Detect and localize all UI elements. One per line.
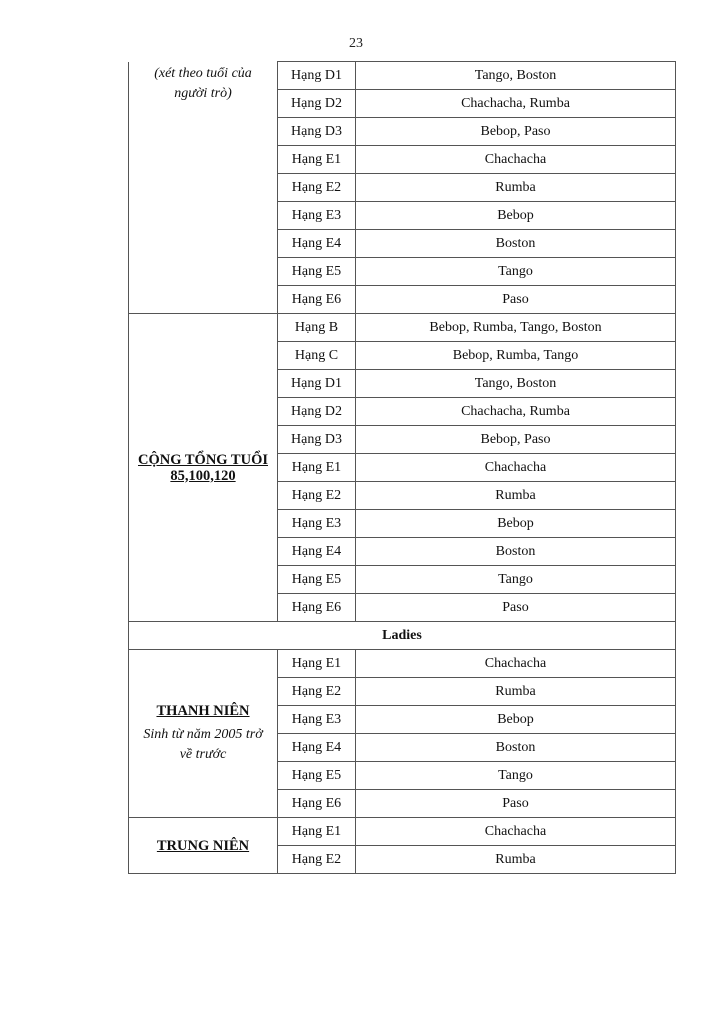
table-row — [129, 650, 676, 678]
level-cell: Hạng E6 — [278, 286, 356, 314]
level-cell: Hạng E1 — [278, 146, 356, 174]
level-cell: Hạng C — [278, 342, 356, 370]
level-cell: Hạng D2 — [278, 398, 356, 426]
dances-cell: Bebop, Paso — [356, 426, 676, 454]
level-cell: Hạng E5 — [278, 566, 356, 594]
category-title: THANH NIÊN — [156, 702, 250, 719]
dances-cell: Bebop — [356, 510, 676, 538]
category-cell — [129, 62, 278, 314]
table-row — [129, 314, 676, 342]
competition-table — [128, 61, 676, 874]
category-line: (xét theo tuổi của — [154, 65, 252, 81]
category-title: TRUNG NIÊN — [156, 837, 250, 854]
category-cell — [129, 314, 278, 622]
dances-cell: Tango — [356, 258, 676, 286]
section-header: Ladies — [129, 622, 676, 650]
dances-cell: Chachacha, Rumba — [356, 90, 676, 118]
dances-cell: Chachacha — [356, 146, 676, 174]
dances-cell: Paso — [356, 594, 676, 622]
level-cell: Hạng E4 — [278, 734, 356, 762]
table-row — [129, 62, 676, 90]
dances-cell: Rumba — [356, 846, 676, 874]
level-cell: Hạng E3 — [278, 510, 356, 538]
category-line: Sinh từ năm 2005 trở — [143, 726, 263, 742]
category-cell — [129, 818, 278, 874]
dances-cell: Paso — [356, 286, 676, 314]
dances-cell: Paso — [356, 790, 676, 818]
level-cell: Hạng E3 — [278, 202, 356, 230]
dances-cell: Bebop — [356, 706, 676, 734]
dances-cell: Tango — [356, 762, 676, 790]
dances-cell: Boston — [356, 538, 676, 566]
table-row — [129, 818, 676, 846]
level-cell: Hạng E3 — [278, 706, 356, 734]
category-title: CỘNG TỔNG TUỔI — [138, 451, 268, 468]
dances-cell: Boston — [356, 734, 676, 762]
level-cell: Hạng D3 — [278, 426, 356, 454]
level-cell: Hạng E4 — [278, 230, 356, 258]
dances-cell: Rumba — [356, 482, 676, 510]
dances-cell: Bebop — [356, 202, 676, 230]
category-subtitle: 85,100,120 — [170, 467, 236, 484]
category-cell — [129, 650, 278, 818]
level-cell: Hạng D1 — [278, 62, 356, 90]
dances-cell: Tango — [356, 566, 676, 594]
level-cell: Hạng B — [278, 314, 356, 342]
level-cell: Hạng E6 — [278, 594, 356, 622]
dances-cell: Tango, Boston — [356, 62, 676, 90]
level-cell: Hạng D3 — [278, 118, 356, 146]
level-cell: Hạng E2 — [278, 846, 356, 874]
level-cell: Hạng E2 — [278, 174, 356, 202]
level-cell: Hạng E6 — [278, 790, 356, 818]
dances-cell: Chachacha — [356, 454, 676, 482]
level-cell: Hạng E5 — [278, 258, 356, 286]
category-line: về trước — [179, 746, 227, 762]
category-line: người trò) — [174, 85, 232, 101]
level-cell: Hạng E2 — [278, 678, 356, 706]
dances-cell: Rumba — [356, 678, 676, 706]
dances-cell: Boston — [356, 230, 676, 258]
level-cell: Hạng E1 — [278, 818, 356, 846]
level-cell: Hạng E1 — [278, 454, 356, 482]
level-cell: Hạng E5 — [278, 762, 356, 790]
dances-cell: Rumba — [356, 174, 676, 202]
dances-cell: Bebop, Rumba, Tango — [356, 342, 676, 370]
page-number: 23 — [349, 36, 363, 51]
level-cell: Hạng E1 — [278, 650, 356, 678]
dances-cell: Bebop, Paso — [356, 118, 676, 146]
dances-cell: Bebop, Rumba, Tango, Boston — [356, 314, 676, 342]
dances-cell: Chachacha — [356, 818, 676, 846]
dances-cell: Chachacha — [356, 650, 676, 678]
level-cell: Hạng E2 — [278, 482, 356, 510]
section-row — [129, 622, 676, 650]
level-cell: Hạng D2 — [278, 90, 356, 118]
level-cell: Hạng E4 — [278, 538, 356, 566]
level-cell: Hạng D1 — [278, 370, 356, 398]
dances-cell: Chachacha, Rumba — [356, 398, 676, 426]
dances-cell: Tango, Boston — [356, 370, 676, 398]
